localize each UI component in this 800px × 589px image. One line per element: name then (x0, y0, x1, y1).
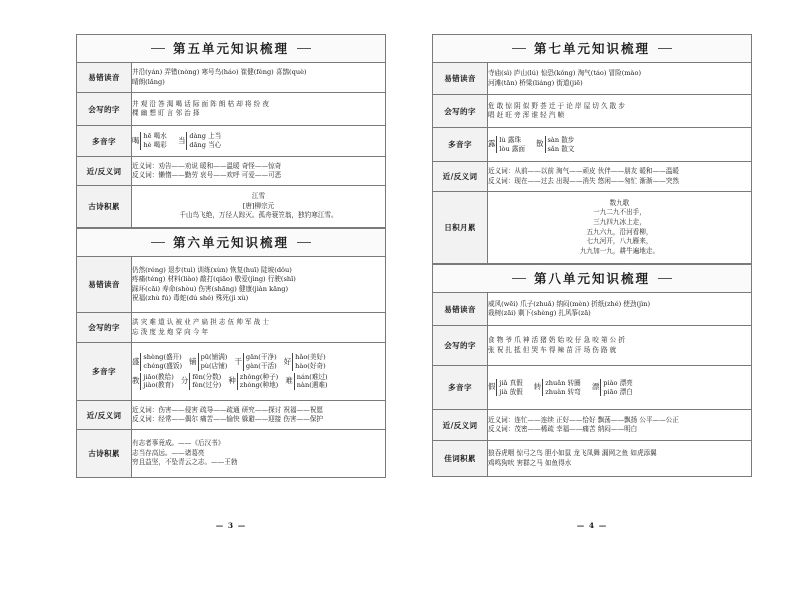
unit7-poly-row (433, 128, 752, 162)
unit5-poem-row (77, 186, 386, 228)
unit6-write-row (77, 313, 386, 343)
unit7-write-row (433, 95, 752, 128)
poly-item: 露 lù 露珠 lòu 露面 (488, 135, 526, 153)
right-page (432, 34, 752, 477)
unit5-write-row (77, 93, 386, 126)
unit8-words-row (433, 441, 752, 477)
unit6-write-content: 洪 灾 难 道 认 被 业 产 扁 担 志 伍 帅 军 战 士 忘 泼 度 龙 炮 穿 向 今 年 (132, 313, 386, 343)
unit6-syn-label: 近/反义词 (77, 401, 132, 430)
poly-item: 分 fēn(分数) fèn(过分) (180, 372, 222, 390)
poly-item: 转 zhuǎn 转圈 zhuàn 转弯 (533, 378, 581, 396)
unit5-syn-content: 近义词：劝告——劝说 暖和——温暖 奇怪——惊奇 反义词：懒惰——勤劳 哀号——欢呼 可爱——可恶 (132, 157, 386, 186)
unit6-acc-row (77, 430, 386, 478)
unit5-table (76, 62, 386, 228)
unit6-pron-label: 易错读音 (77, 257, 132, 313)
unit8-pron-row (433, 293, 752, 326)
unit6-acc-label: 古诗积累 (77, 430, 132, 478)
unit8-pron-label: 易错读音 (433, 293, 488, 326)
unit6-syn-content: 近义词：伤害——侵害 疏导——疏通 研究——探讨 祝福——祝愿 反义词：经常——偶尔 痛苦——愉快 躲避——迎接 伤害——保护 (132, 401, 386, 430)
unit8-title: 第八单元知识梳理 (432, 264, 752, 292)
unit7-write-label: 会写的字 (433, 95, 488, 128)
unit8-words-label: 佳词积累 (433, 441, 488, 477)
unit6-poly-content (132, 343, 386, 401)
unit6-poly-row (77, 343, 386, 401)
unit7-syn-row (433, 162, 752, 192)
unit8-write-label: 会写的字 (433, 326, 488, 366)
poly-item: 种 zhǒng(种子) zhòng(种地) (228, 372, 279, 390)
unit8-words-content: 狼吞虎咽 惊弓之鸟 胆小如鼠 龙飞凤舞 漏网之鱼 如虎添翼 鸡鸣狗吠 害群之马 如鱼得水 (488, 441, 752, 477)
unit5-poem-label: 古诗积累 (77, 186, 132, 228)
unit8-syn-label: 近/反义词 (433, 410, 488, 441)
unit6-table (76, 256, 386, 478)
page-number-left: — 3 — (215, 521, 247, 530)
unit7-title: 第七单元知识梳理 (432, 34, 752, 62)
unit8-poly-label: 多音字 (433, 366, 488, 410)
unit5-write-content: 井 观 沿 答 渴 喝 话 际 面 阵 朗 枯 却 将 纷 夜 棵 幽 想 盯 言 邻 治 择 (132, 93, 386, 126)
poly-item: 假 jiǎ 真假 jià 放假 (488, 378, 523, 396)
poly-item: 好 hǎo(美好) hào(好奇) (283, 353, 326, 370)
unit7-pron-label: 易错读音 (433, 63, 488, 95)
poly-item: 干 gān(干净) gàn(干活) (234, 353, 277, 370)
unit6-pron-content: 仍然(réng) 退步(tuì) 训练(xùn) 恢复(huī) 陡坡(dǒu) 疼痛(téng) 材料(liào) 敲打(qiāo) 敬爱(jìng) 行驶(shǐ) 踩坏(cǎi) 寿命(shòu) 伤害(shāng) 健康(jiàn kāng) 祝福(zhù fú) 毒蛇(dú shé) 殊死(jì xù) (132, 257, 386, 313)
unit8-poly-row (433, 366, 752, 410)
unit6-syn-row (77, 401, 386, 430)
unit5-write-label: 会写的字 (77, 93, 132, 126)
unit7-poly-label: 多音字 (433, 128, 488, 162)
unit8-syn-content: 近义词：连忙——连续 正好——恰好 飘荡——飘扬 公平——公正 反义词：茂密——稀疏 幸福——痛苦 纳闷——明白 (488, 410, 752, 441)
poly-item: 难 nán(难过) nàn(遇难) (285, 372, 328, 390)
unit5-poly-row (77, 126, 386, 157)
unit7-pron-content: 寺庙(sì) 庐山(lú) 惊恐(kǒng) 淘气(táo) 冒险(mào) 河滩(tān) 桥梁(liáng) 街道(jiē) (488, 63, 752, 95)
unit6-pron-row (77, 257, 386, 313)
unit6-poly-label: 多音字 (77, 343, 132, 401)
poly-item: 散 sàn 散步 sǎn 散文 (536, 135, 575, 153)
unit8-table (432, 292, 752, 477)
unit5-pron-content: 井沿(yán) 弄错(nòng) 寒号鸟(háo) 崔健(fèng) 喜鹊(què) 晴朗(lǎng) (132, 63, 386, 93)
unit8-poly-content (488, 366, 752, 410)
unit5-poly-content (132, 126, 386, 157)
unit5-pron-row (77, 63, 386, 93)
unit6-acc-content: 有志者事竟成。——《后汉书》 志当存高远。——诸葛亮 穷且益坚，不坠青云之志。——王勃 (132, 430, 386, 478)
unit6-write-label: 会写的字 (77, 313, 132, 343)
poly-item: 盛 shèng(盛开) chéng(盛饭) (132, 353, 183, 370)
unit5-syn-label: 近/反义词 (77, 157, 132, 186)
unit7-syn-content: 近义词：从前——以前 淘气——顽皮 伙伴——朋友 暖和——温暖 反义词：现在——过去 出现——消失 悠闲——匆忙 渐渐——突然 (488, 162, 752, 192)
unit7-table (432, 62, 752, 264)
unit8-write-row (433, 326, 752, 366)
unit7-pron-row (433, 63, 752, 95)
unit7-write-content: 危 敢 惊 阴 似 野 荟 迁 于 论 岸 屋 切 久 散 步 唱 赶 旺 旁 浑 谁 轻 汽 帧 (488, 95, 752, 128)
unit6-title: 第六单元知识梳理 (76, 228, 386, 256)
poly-item: 漂 piào 漂亮 piāo 漂白 (591, 378, 633, 396)
page-number-right: — 4 — (576, 521, 608, 530)
unit5-poem-content: 江雪 [唐]柳宗元 千山鸟飞绝，万径人踪灭。孤舟蓑笠翁，独钓寒江雪。 (132, 186, 386, 228)
poly-item: 当 dàng 上当 dāng 当心 (177, 132, 222, 149)
unit7-read-label: 日积月累 (433, 192, 488, 264)
poly-item: 喝 hē 喝水 hè 喝彩 (132, 132, 167, 149)
unit7-read-row (433, 192, 752, 264)
unit5-poly-label: 多音字 (77, 126, 132, 157)
unit8-write-content: 食 物 爷 爪 神 活 猪 奶 始 咬 仔 急 咬 第 公 折 张 祝 扎 抵 但 哭 车 得 辣 苗 汗 场 伤 路 就 (488, 326, 752, 366)
poly-item: 教 jiāo(教给) jiào(教育) (132, 372, 174, 390)
unit7-syn-label: 近/反义词 (433, 162, 488, 192)
unit5-syn-row (77, 157, 386, 186)
left-page (76, 34, 386, 478)
unit5-title: 第五单元知识梳理 (76, 34, 386, 62)
unit7-read-content: 数九歌 一九二九不出手， 三九四九冰上走， 五九六九，沿河看柳， 七九河开，八九雁来， 九九加一九，耕牛遍地走。 (488, 192, 752, 264)
unit7-poly-content (488, 128, 752, 162)
unit5-pron-label: 易错读音 (77, 63, 132, 93)
unit8-syn-row (433, 410, 752, 441)
poly-item: 铺 pū(铺满) pù(店铺) (189, 353, 228, 370)
unit8-pron-content: 威风(wēi) 爪子(zhuǎ) 纳闷(mèn) 折纸(zhé) 使劲(jìn) 栽树(zāi) 剩下(shèng) 扎风筝(zā) (488, 293, 752, 326)
